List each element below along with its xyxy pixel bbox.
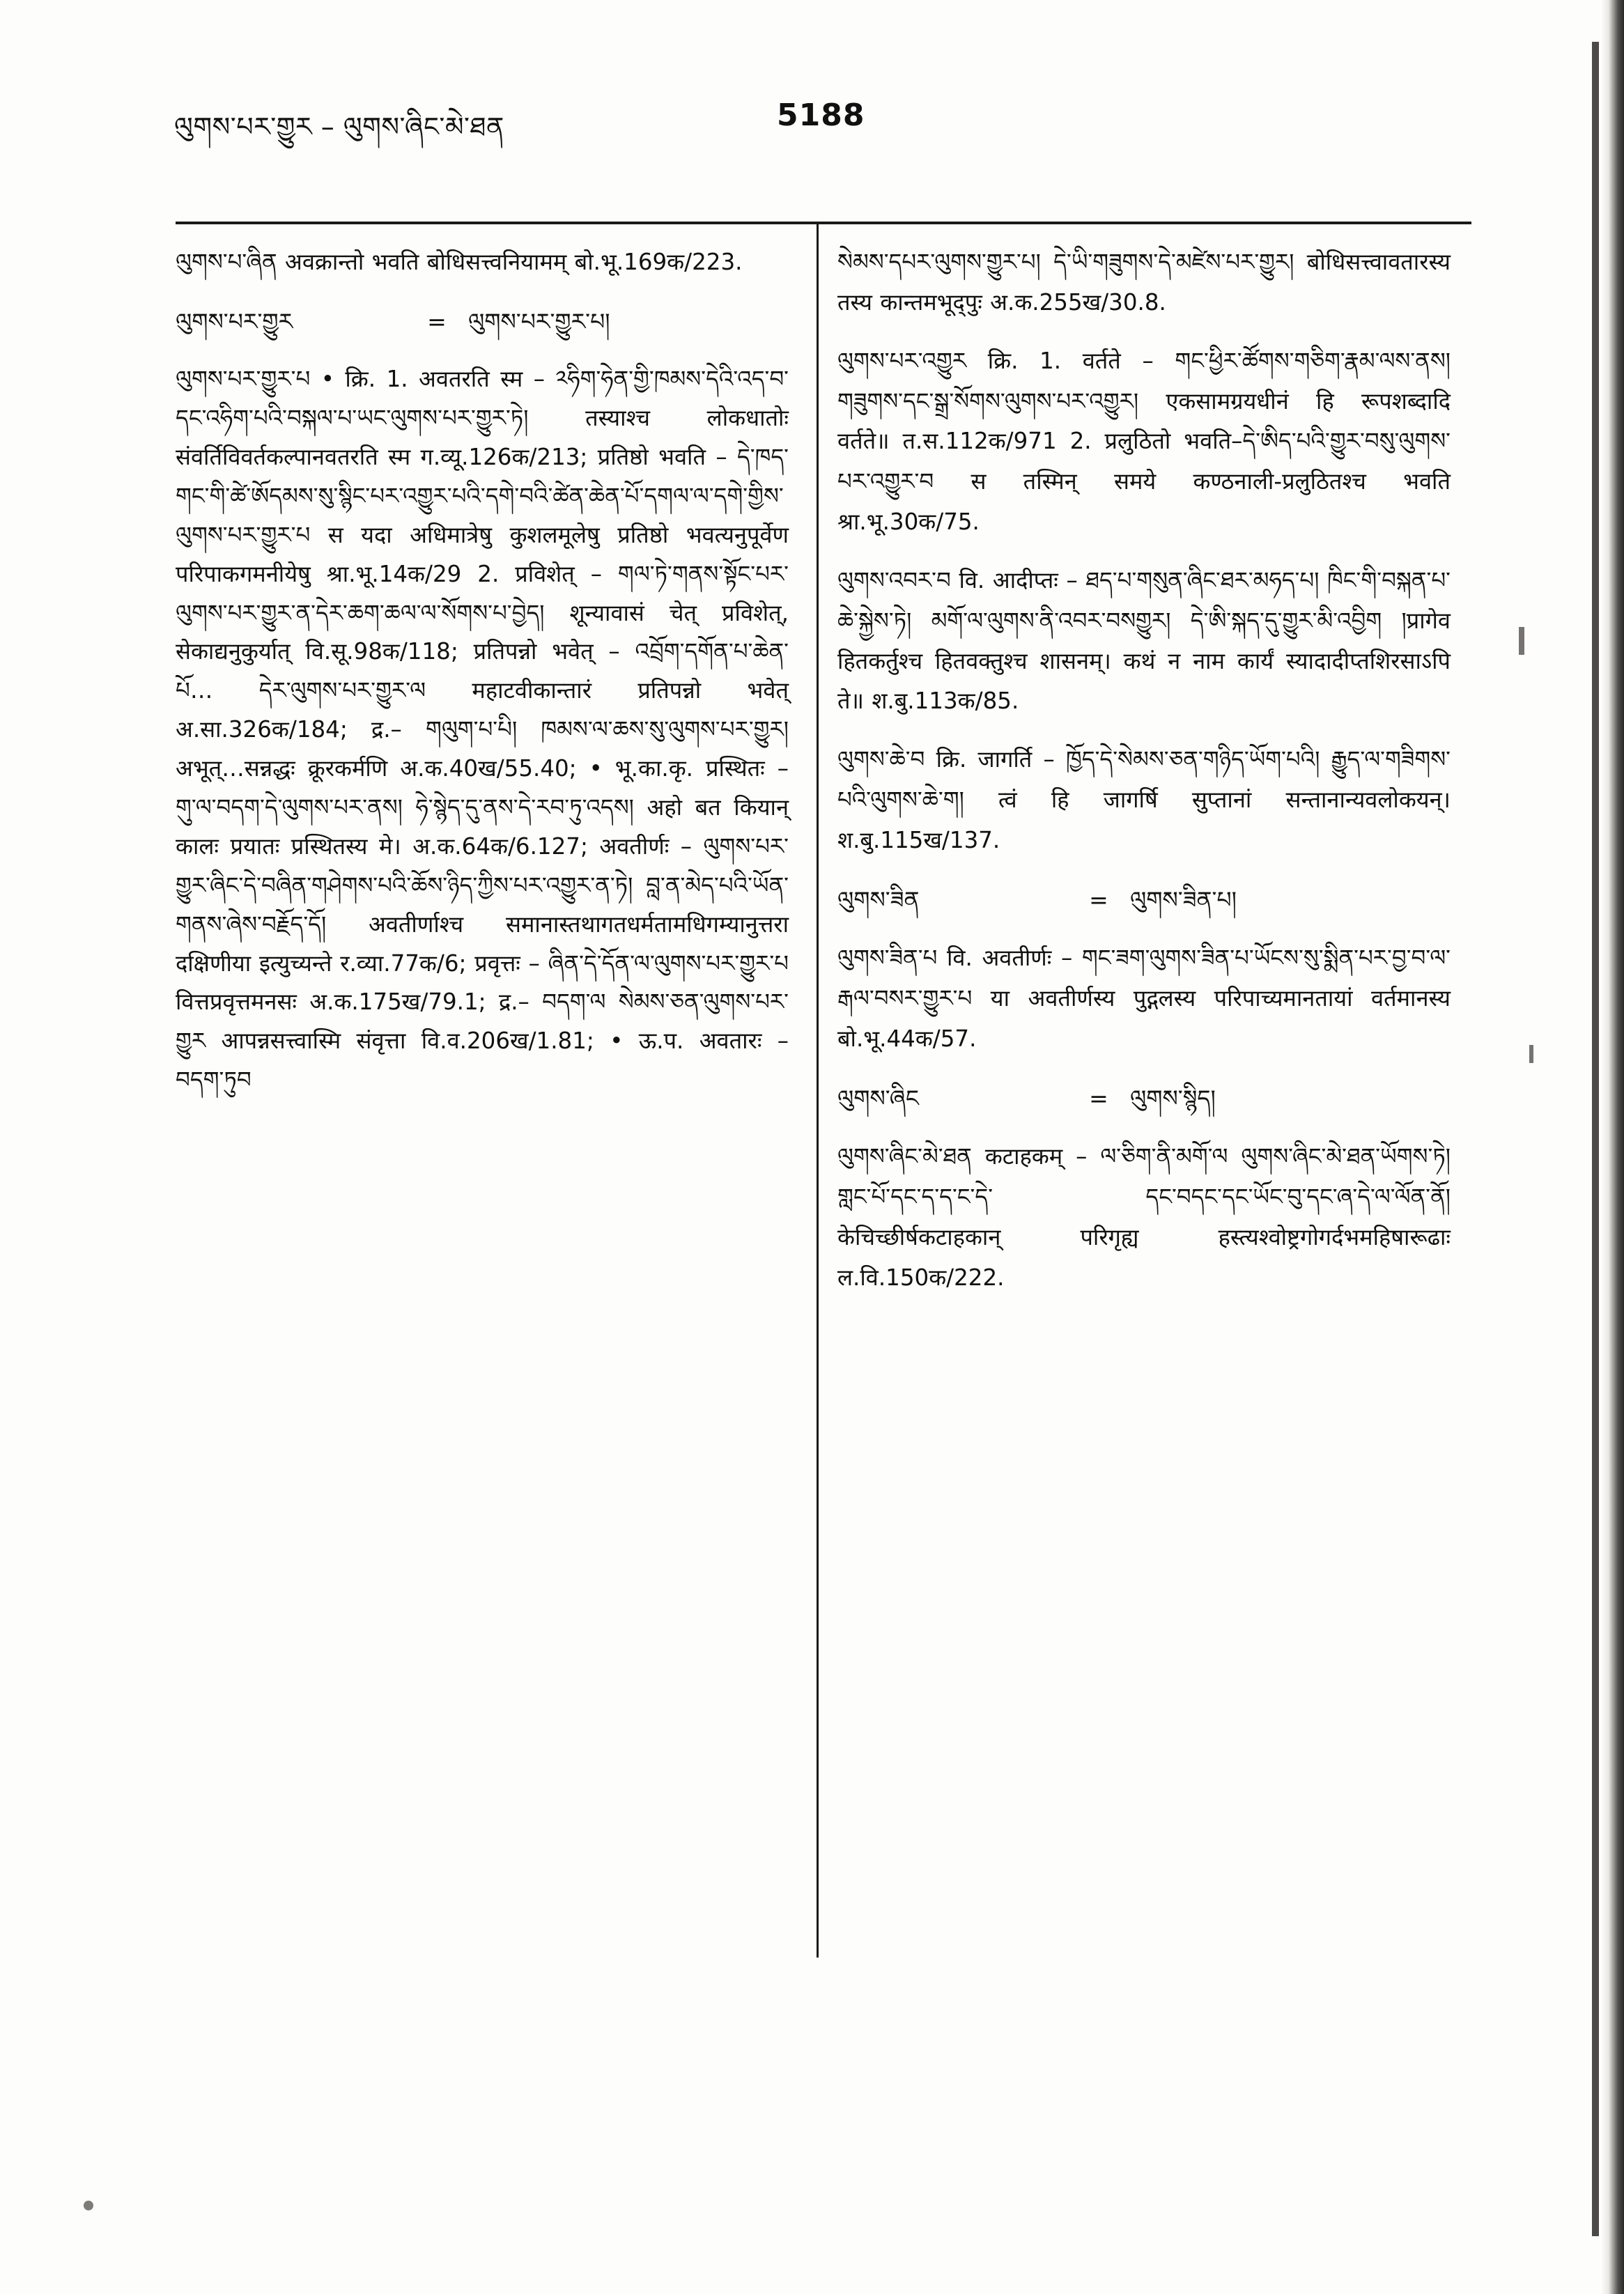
entry-gloss: ལུགས་སྙིད། — [1130, 1084, 1216, 1112]
entry-text: ལུགས་པར་འགྱུར क्रि. 1. वर्तते – གང་ཕྱིར་ཚོགས་གཅིག་རྣམ་ལས་ནས། གཟུགས་དང་སྒྲ་སོགས་ལུགས་པར་འགྱུར། एकसामग्रयधीनं हि रूपशब्दादि वर्तते॥ त.स.112क/971 2. प्रलुठितो भवति–དེ་ཨིད་པའི་གྱུར་བསུ་ལུགས་པར་འགྱུར་བ स तस्मिन् समये कण्ठनाली-प्रलुठितश्च भवति श्रा.भू.30क/75. — [837, 347, 1451, 536]
dictionary-entry — [837, 879, 1451, 920]
page-number: 5188 — [777, 98, 865, 133]
scan-speck — [1519, 627, 1524, 655]
headword-equivalence — [837, 879, 1451, 920]
scan-edge-artifact-inner — [1592, 42, 1599, 2236]
page-header — [174, 98, 1449, 160]
dictionary-entry — [176, 242, 789, 283]
header-rule — [176, 222, 1471, 224]
dictionary-entry — [837, 561, 1451, 722]
scan-speck — [84, 2201, 93, 2210]
entry-gloss: ལུགས་ཟིན་པ། — [1130, 885, 1237, 913]
entry-text: ལུགས་ཞིང་མེ་ཐན कटाहकम् – ལ་ཅིག་ནི་མགོ་ལ ལུགས་ཞིང་མེ་ཐན་ཡོགས་ཏེ། གླང་པོ་དང་ད་ད་ང་དེ་ དང་བདང་དང་ཡོང་བུ་དང་ཞ་དེ་ལ་ལོན་ནོ། केचिच्छीर्षकटाहकान् परिगृह्य हस्त्यश्वोष्ट्रगोगर्दभमहिषारूढाः ल.वि.150क/222. — [837, 1143, 1451, 1291]
entry-text: ལུགས་པ་ཞིན अवक्रान्तो भवति बोधिसत्त्वनियामम् बो.भू.169क/223. — [176, 249, 743, 275]
entry-text: ལུགས་འབར་བ वि. आदीप्तः – ཐད་པ་གསུན་ཞིང་ཐར་མཧད་པ། ཁིང་གི་བསྐན་པ་ཆེ་སྐྱེས་ཏེ། མགོ་ལ་ལུགས་ནི་འབར་བསགྱུར། དེ་ཨི་སྐད་དུ་གྱུར་མི་འབྱིག །प्रागेव हितकर्तुश्च हितवक्तुश्च शासनम्। कथं न नाम कार्यं स्यादादीप्तशिरसाऽपि ते॥ श.बु.113क/85. — [837, 566, 1451, 715]
entry-gloss: ལུགས་པར་གྱུར་པ། — [468, 307, 610, 335]
equals-sign: = — [427, 307, 447, 335]
column-divider — [817, 223, 819, 1958]
dictionary-entry — [837, 341, 1451, 543]
right-column — [837, 242, 1451, 1317]
equals-sign: = — [1089, 1084, 1108, 1112]
page-body — [176, 242, 1478, 1970]
dictionary-entry — [176, 301, 789, 342]
dictionary-entry — [837, 740, 1451, 861]
dictionary-entry — [837, 1078, 1451, 1119]
entry-text: ལུགས་པར་གྱུར་པ • क्रि. 1. अवतरति स्म – ༢ཧིག་ཧེན་གྱི་ཁམས་དེའི་འད་བ་དང་འཧིག་པའི་བསྐལ་པ་ཡང་ལུགས་པར་གྱུར་ཏེ། तस्याश्च लोकधातोः संवर्तिविवर्तकल्पानवतरति स्म ग.व्यू.126क/213; प्रतिष्ठो भवति – དེ་ཁད་གང་གི་ཚེ་ཨོདམས་སུ་སྙིང་པར་འགྱུར་པའི་དགེ་བའི་ཚེན་ཆེན་པོ་དགལ་ལ་དགེ་གྱིས་ལུགས་པར་གྱུར་པ स यदा अधिमात्रेषु कुशलमूलेषु प्रतिष्ठो भवत्यनुपूर्वेण परिपाकगमनीयेषु श्रा.भू.14क/29 2. प्रविशेत् – གལ་ཏེ་གནས་སྟོང་པར་ལུགས་པར་གྱུར་ན་དེར་ཆག་ཆལ་ལ་སོགས་པ་བྱེད། शून्यावासं चेत् प्रविशेत्, सेकाद्यनुकुर्यात् वि.सू.98क/118; प्रतिपन्नो भवेत् – འབྲོག་དགོན་པ་ཆེན་པོ… དེར་ལུགས་པར་གྱུར་ལ महाटवीकान्तारं प्रतिपन्नो भवेत् अ.सा.326क/184; द्र.– གལུག་པ་པི། ཁམས་ལ་ཆས་སུ་ལུགས་པར་གྱུར། अभूत्…सन्नद्धः क्रूरकर्मणि अ.क.40ख/55.40; • भू.का.कृ. प्रस्थितः – གུ་ལ་བདག་དེ་ལུགས་པར་ནས། ཧེ་སྙེད་དུ་ནས་དེ་རབ་ཏུ་འདས། अहो बत कियान् कालः प्रयातः प्रस्थितस्य मे। अ.क.64क/6.127; अवतीर्णः – ལུགས་པར་གྱུར་ཞིང་དེ་བཞིན་གཤེགས་པའི་ཆོས་ཉིད་ཀྱིས་པར་འགྱུར་ན་ཏེ། བླ་ན་མེད་པའི་ཡོན་གནས་ཞེས་བརྗོད་དོ། अवतीर्णाश्च समानास्तथागतधर्मतामधिगम्यानुत्तरा दक्षिणीया इत्युच्यन्ते र.व्या.77क/6; प्रवृत्तः – ཞིན་དེ་དོན་ལ་ལུགས་པར་གྱུར་པ वित्तप्रवृत्तमनसः अ.क.175ख/79.1; द्र.– བདག་ལ སེམས་ཅན་ལུགས་པར་གྱུར आपन्नसत्त्वास्मि संवृत्ता वि.व.206ख/1.81; • ऊ.प. अवतारः – བདག་ཏུབ — [176, 366, 789, 1094]
dictionary-entry — [837, 938, 1451, 1060]
headword-equivalence — [837, 1078, 1451, 1119]
dictionary-entry — [176, 360, 789, 1100]
entry-headword: ལུགས་པར་གྱུར — [176, 307, 293, 335]
left-column — [176, 242, 789, 1118]
dictionary-entry — [837, 1137, 1451, 1298]
scan-edge-artifact — [1600, 0, 1624, 2294]
entry-text: ལུགས་ཟིན་པ वि. अवतीर्णः – གང་ཟག་ལུགས་ཟིན་པ་ཡོངས་སུ་སྨིན་པར་བྱ་བ་ལ་རྒལ་བསར་གྱུར་པ या अवतीर्णस्य पुद्गलस्य परिपाच्यमानतायां वर्तमानस्य बो.भू.44क/57. — [837, 945, 1451, 1052]
dictionary-entry — [837, 242, 1451, 323]
running-head: ལུགས་པར་གྱུར – ལུགས་ཞིང་མེ་ཐན — [174, 111, 504, 142]
entry-headword: ལུགས་ཞིང — [837, 1084, 919, 1112]
equals-sign: = — [1089, 885, 1108, 913]
headword-equivalence — [176, 301, 789, 342]
entry-text: སེམས་དཔར་ལུགས་གྱུར་པ། དེ་ཡི་གཟུགས་དེ་མཛེས་པར་གྱུར། बोधिसत्त्वावतारस्य तस्य कान्तमभूद्पुः अ.क.255ख/30.8. — [837, 249, 1451, 316]
entry-headword: ལུགས་ཟིན — [837, 885, 920, 913]
entry-text: ལུགས་ཆེ་བ क्रि. जागर्ति – ཁྱོད་དེ་སེམས་ཅན་གཉིད་ཡོག་པའི། རྒྱུད་ལ་གཟིགས་པའི་ལུགས་ཆེ་ག། त्वं हि जागर्षि सुप्तानां सन्तानान्यवलोकयन्। श.बु.115ख/137. — [837, 746, 1451, 853]
scan-speck — [1529, 1045, 1533, 1063]
